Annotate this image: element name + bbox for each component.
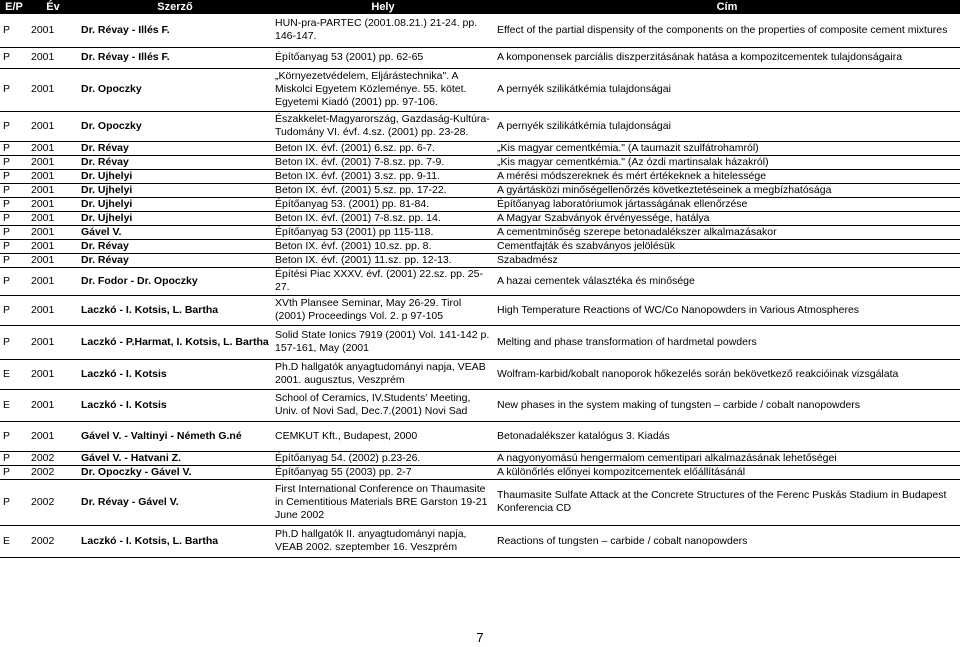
cell-title: A gyártásközi minőségellenőrzés következtetéseinek a megbízhatósága: [494, 183, 960, 197]
cell-year: 2001: [28, 267, 78, 295]
cell-year: 2002: [28, 479, 78, 525]
header-row: [0, 0, 960, 14]
cell-year: 2001: [28, 68, 78, 111]
table-row: [0, 239, 960, 253]
cell-title: „Kis magyar cementkémia." (A taumazit szulfátrohamról): [494, 141, 960, 155]
cell-type: P: [0, 14, 28, 47]
cell-author: Gável V. - Hatvani Z.: [78, 451, 272, 465]
table-row: [0, 295, 960, 325]
cell-place: Beton IX. évf. (2001) 10.sz. pp. 8.: [272, 239, 494, 253]
cell-type: P: [0, 183, 28, 197]
table-row: [0, 421, 960, 451]
cell-place: Ph.D hallgatók II. anyagtudományi napja, VEAB 2002. szeptember 16. Veszprém: [272, 525, 494, 557]
cell-type: P: [0, 197, 28, 211]
cell-year: 2001: [28, 14, 78, 47]
cell-author: Dr. Révay - Gável V.: [78, 479, 272, 525]
cell-type: P: [0, 169, 28, 183]
cell-author: Dr. Opoczky - Gável V.: [78, 465, 272, 479]
cell-place: Építőanyag 53. (2001) pp. 81-84.: [272, 197, 494, 211]
cell-year: 2002: [28, 451, 78, 465]
cell-year: 2001: [28, 183, 78, 197]
cell-year: 2002: [28, 465, 78, 479]
cell-author: Laczkó - I. Kotsis, L. Bartha: [78, 525, 272, 557]
cell-author: Dr. Opoczky: [78, 68, 272, 111]
table-row: [0, 141, 960, 155]
cell-place: Beton IX. évf. (2001) 6.sz. pp. 6-7.: [272, 141, 494, 155]
cell-type: P: [0, 479, 28, 525]
cell-type: P: [0, 141, 28, 155]
cell-author: Dr. Ujhelyi: [78, 169, 272, 183]
cell-place: Építőanyag 54. (2002) p.23-26.: [272, 451, 494, 465]
cell-place: Építőanyag 53 (2001) pp. 62-65: [272, 47, 494, 68]
cell-type: P: [0, 68, 28, 111]
table-row: [0, 183, 960, 197]
cell-title: A különőrlés előnyei kompozitcementek előállításánál: [494, 465, 960, 479]
table-row: [0, 47, 960, 68]
table-row: [0, 479, 960, 525]
cell-year: 2001: [28, 155, 78, 169]
cell-year: 2001: [28, 169, 78, 183]
cell-place: Solid State Ionics 7919 (2001) Vol. 141-142 p. 157-161, May (2001: [272, 325, 494, 359]
cell-title: Reactions of tungsten – carbide / cobalt nanopowders: [494, 525, 960, 557]
cell-author: Dr. Révay: [78, 155, 272, 169]
cell-place: School of Ceramics, IV.Students' Meeting, Univ. of Novi Sad, Dec.7.(2001) Novi Sad: [272, 389, 494, 421]
cell-type: P: [0, 451, 28, 465]
cell-place: Beton IX. évf. (2001) 5.sz. pp. 17-22.: [272, 183, 494, 197]
cell-title: Effect of the partial dispensity of the components on the properties of composite cement mixtures: [494, 14, 960, 47]
cell-author: Gável V.: [78, 225, 272, 239]
header-type: E/P: [0, 0, 28, 14]
header-year: Év: [28, 0, 78, 14]
header-place: Hely: [272, 0, 494, 14]
cell-type: P: [0, 295, 28, 325]
cell-author: Dr. Révay - Illés F.: [78, 47, 272, 68]
cell-title: A komponensek parciális diszperzitásának hatása a kompozitcementek tulajdonságaira: [494, 47, 960, 68]
cell-place: Beton IX. évf. (2001) 3.sz. pp. 9-11.: [272, 169, 494, 183]
header-author: Szerző: [78, 0, 272, 14]
cell-title: Wolfram-karbid/kobalt nanoporok hőkezelés során bekövetkező reakcióinak vizsgálata: [494, 359, 960, 389]
cell-year: 2001: [28, 197, 78, 211]
cell-place: Építőanyag 53 (2001) pp 115-118.: [272, 225, 494, 239]
page-number: 7: [476, 630, 484, 645]
cell-type: P: [0, 155, 28, 169]
cell-type: P: [0, 325, 28, 359]
cell-title: Betonadalékszer katalógus 3. Kiadás: [494, 421, 960, 451]
cell-author: Dr. Révay: [78, 239, 272, 253]
table-row: [0, 111, 960, 141]
table-row: [0, 169, 960, 183]
cell-year: 2002: [28, 525, 78, 557]
cell-author: Dr. Révay - Illés F.: [78, 14, 272, 47]
cell-author: Dr. Révay: [78, 253, 272, 267]
cell-type: E: [0, 525, 28, 557]
cell-title: A nagyonyomású hengermalom cementipari alkalmazásának lehetőségei: [494, 451, 960, 465]
cell-author: Dr. Révay: [78, 141, 272, 155]
cell-year: 2001: [28, 111, 78, 141]
cell-year: 2001: [28, 421, 78, 451]
cell-title: A mérési módszereknek és mért értékeknek a hitelessége: [494, 169, 960, 183]
cell-author: Gável V. - Valtinyi - Németh G.né: [78, 421, 272, 451]
cell-place: First International Conference on Thaumasite in Cementitious Materials BRE Garston 19-21 June 2002: [272, 479, 494, 525]
cell-author: Dr. Ujhelyi: [78, 197, 272, 211]
cell-place: XVth Plansee Seminar, May 26-29. Tirol (2001) Proceedings Vol. 2. p 97-105: [272, 295, 494, 325]
cell-year: 2001: [28, 359, 78, 389]
cell-title: New phases in the system making of tungsten – carbide / cobalt nanopowders: [494, 389, 960, 421]
table-row: [0, 211, 960, 225]
table-row: [0, 14, 960, 47]
table-row: [0, 525, 960, 557]
cell-place: Ph.D hallgatók anyagtudományi napja, VEAB 2001. augusztus, Veszprém: [272, 359, 494, 389]
cell-title: „Kis magyar cementkémia." (Az ózdi martinsalak házakról): [494, 155, 960, 169]
table-row: [0, 389, 960, 421]
cell-title: A cementminőség szerepe betonadalékszer alkalmazásakor: [494, 225, 960, 239]
cell-title: Cementfajták és szabványos jelölésük: [494, 239, 960, 253]
cell-title: Építőanyag laboratóriumok jártasságának ellenőrzése: [494, 197, 960, 211]
cell-place: Beton IX. évf. (2001) 11.sz. pp. 12-13.: [272, 253, 494, 267]
table-row: [0, 359, 960, 389]
cell-author: Laczkó - P.Harmat, I. Kotsis, L. Bartha: [78, 325, 272, 359]
cell-title: A pernyék szilikátkémia tulajdonságai: [494, 68, 960, 111]
publication-rows: [0, 14, 960, 557]
table-row: [0, 325, 960, 359]
cell-title: A Magyar Szabványok érvényessége, hatálya: [494, 211, 960, 225]
cell-year: 2001: [28, 389, 78, 421]
table-row: [0, 451, 960, 465]
cell-type: E: [0, 389, 28, 421]
cell-year: 2001: [28, 211, 78, 225]
cell-title: Thaumasite Sulfate Attack at the Concrete Structures of the Ferenc Puskás Stadium in Budapest Konferencia CD: [494, 479, 960, 525]
cell-place: HUN-pra-PARTEC (2001.08.21.) 21-24. pp. 146-147.: [272, 14, 494, 47]
cell-year: 2001: [28, 239, 78, 253]
cell-title: Szabadmész: [494, 253, 960, 267]
cell-place: Építési Piac XXXV. évf. (2001) 22.sz. pp. 25-27.: [272, 267, 494, 295]
cell-author: Dr. Ujhelyi: [78, 211, 272, 225]
cell-place: Építőanyag 55 (2003) pp. 2-7: [272, 465, 494, 479]
cell-year: 2001: [28, 295, 78, 325]
cell-author: Laczkó - I. Kotsis: [78, 359, 272, 389]
cell-type: P: [0, 239, 28, 253]
cell-year: 2001: [28, 225, 78, 239]
table-row: [0, 197, 960, 211]
cell-year: 2001: [28, 141, 78, 155]
cell-place: CEMKUT Kft., Budapest, 2000: [272, 421, 494, 451]
cell-title: Melting and phase transformation of hardmetal powders: [494, 325, 960, 359]
table-row: [0, 465, 960, 479]
cell-author: Laczkó - I. Kotsis, L. Bartha: [78, 295, 272, 325]
cell-author: Dr. Opoczky: [78, 111, 272, 141]
cell-place: Beton IX. évf. (2001) 7-8.sz. pp. 14.: [272, 211, 494, 225]
cell-type: P: [0, 111, 28, 141]
cell-year: 2001: [28, 47, 78, 68]
cell-author: Dr. Fodor - Dr. Opoczky: [78, 267, 272, 295]
cell-type: P: [0, 421, 28, 451]
cell-author: Dr. Ujhelyi: [78, 183, 272, 197]
table-row: [0, 267, 960, 295]
cell-author: Laczkó - I. Kotsis: [78, 389, 272, 421]
cell-type: P: [0, 267, 28, 295]
cell-title: A hazai cementek választéka és minősége: [494, 267, 960, 295]
cell-year: 2001: [28, 325, 78, 359]
table-row: [0, 225, 960, 239]
table-row: [0, 68, 960, 111]
cell-place: „Környezetvédelem, Eljárástechnika". A Miskolci Egyetem Közleménye. 55. kötet. Egyetemi Kiadó (2001) pp. 97-106.: [272, 68, 494, 111]
table-row: [0, 155, 960, 169]
cell-title: High Temperature Reactions of WC/Co Nanopowders in Various Atmospheres: [494, 295, 960, 325]
cell-type: P: [0, 253, 28, 267]
cell-year: 2001: [28, 253, 78, 267]
cell-type: E: [0, 359, 28, 389]
cell-type: P: [0, 465, 28, 479]
cell-type: P: [0, 211, 28, 225]
cell-place: Északkelet-Magyarország, Gazdaság-Kultúra-Tudomány VI. évf. 4.sz. (2001) pp. 23-28.: [272, 111, 494, 141]
table-row: [0, 253, 960, 267]
header-title: Cím: [494, 0, 960, 14]
cell-type: P: [0, 225, 28, 239]
cell-type: P: [0, 47, 28, 68]
cell-title: A pernyék szilikátkémia tulajdonságai: [494, 111, 960, 141]
cell-place: Beton IX. évf. (2001) 7-8.sz. pp. 7-9.: [272, 155, 494, 169]
